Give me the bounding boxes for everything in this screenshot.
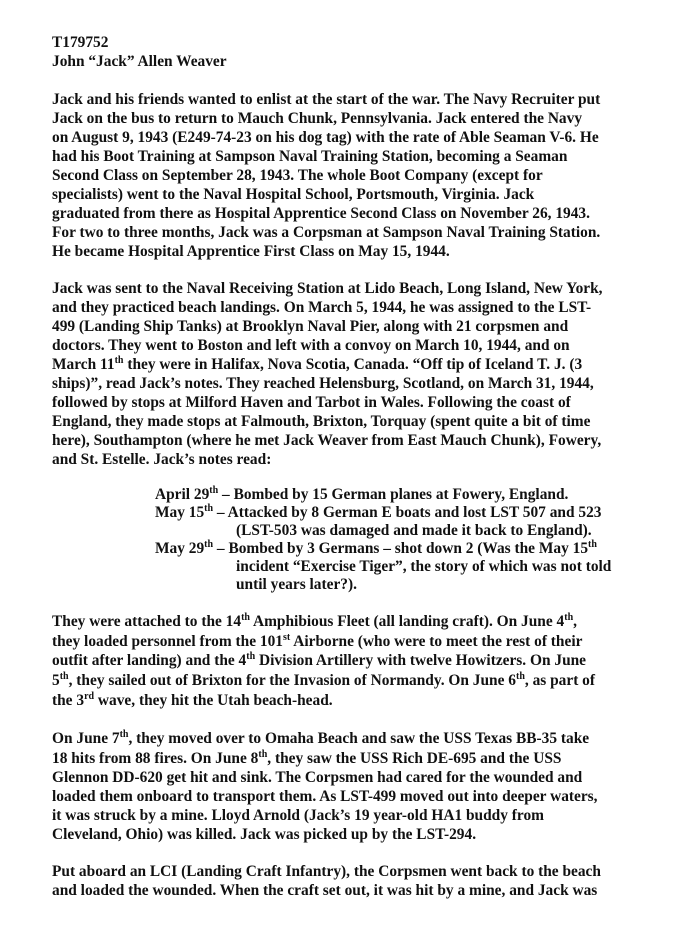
person-name: John “Jack” Allen Weaver [52,53,227,70]
text-line: Glennon DD-620 get hit and sink. The Corpsmen had cared for the wounded and [52,769,583,786]
text-line: had his Boot Training at Sampson Naval Training Station, becoming a Seaman [52,148,568,165]
text-line: doctors. They went to Boston and left with a convoy on March 10, 1944, and on [52,337,570,354]
text-line: He became Hospital Apprentice First Class on May 15, 1944. [52,243,450,260]
text-line: March 11th they were in Halifax, Nova Scotia, Canada. “Off tip of Iceland T. J. (3 [52,355,583,373]
document-id: T179752 [52,34,109,51]
note-continuation: (LST-503 was damaged and made it back to England). [236,522,592,539]
text-line: specialists) went to the Naval Hospital School, Portsmouth, Virginia. Jack [52,186,535,203]
text-line: Jack on the bus to return to Mauch Chunk, Pennsylvania. Jack entered the Navy [52,110,583,127]
text-line: and St. Estelle. Jack’s notes read: [52,451,272,468]
text-line: 5th, they sailed out of Brixton for the Invasion of Normandy. On June 6th, as part of [52,671,595,689]
text-line: England, they made stops at Falmouth, Brixton, Torquay (spent quite a bit of time [52,413,591,430]
text-line: graduated from there as Hospital Apprentice Second Class on November 26, 1943. [52,205,590,222]
text-line: outfit after landing) and the 4th Division Artillery with twelve Howitzers. On June [52,651,587,669]
text-line: They were attached to the 14th Amphibious Fleet (all landing craft). On June 4th, [52,612,578,630]
text-line: it was struck by a mine. Lloyd Arnold (Jack’s 19 year-old HA1 buddy from [52,807,544,824]
text-line: on August 9, 1943 (E249-74-23 on his dog tag) with the rate of Able Seaman V-6. He [52,129,599,146]
text-line: the 3rd wave, they hit the Utah beach-head. [52,691,333,709]
text-line: followed by stops at Milford Haven and Tarbot in Wales. Following the coast of [52,394,571,411]
text-line: ships)”, read Jack’s notes. They reached Helensburg, Scotland, on March 31, 1944, [52,375,594,392]
text-line: Cleveland, Ohio) was killed. Jack was picked up by the LST-294. [52,826,477,843]
note-continuation: incident “Exercise Tiger”, the story of which was not told [236,558,612,575]
text-line: and they practiced beach landings. On March 5, 1944, he was assigned to the LST- [52,299,592,316]
text-line: they loaded personnel from the 101st Airborne (who were to meet the rest of their [52,632,583,650]
text-line: Jack and his friends wanted to enlist at the start of the war. The Navy Recruiter put [52,91,601,108]
note-continuation: until years later?). [236,576,357,593]
text-line: here), Southampton (where he met Jack Weaver from East Mauch Chunk), Fowery, [52,432,602,449]
text-line: For two to three months, Jack was a Corpsman at Sampson Naval Training Station. [52,224,601,241]
text-line: On June 7th, they moved over to Omaha Beach and saw the USS Texas BB-35 take [52,729,590,747]
text-line: Jack was sent to the Naval Receiving Station at Lido Beach, Long Island, New York, [52,280,603,297]
note-entry: April 29th – Bombed by 15 German planes at Fowery, England. [155,485,569,503]
note-entry: May 15th – Attacked by 8 German E boats and lost LST 507 and 523 [155,503,602,521]
note-entry: May 29th – Bombed by 3 Germans – shot down 2 (Was the May 15th [155,539,597,557]
text-line: 499 (Landing Ship Tanks) at Brooklyn Naval Pier, along with 21 corpsmen and [52,318,569,335]
text-line: and loaded the wounded. When the craft set out, it was hit by a mine, and Jack was [52,882,598,899]
text-line: Put aboard an LCI (Landing Craft Infantry), the Corpsmen went back to the beach [52,863,601,880]
text-line: loaded them onboard to transport them. As LST-499 moved out into deeper waters, [52,788,598,805]
text-line: Second Class on September 28, 1943. The whole Boot Company (except for [52,167,543,184]
text-line: 18 hits from 88 fires. On June 8th, they saw the USS Rich DE-695 and the USS [52,749,562,767]
